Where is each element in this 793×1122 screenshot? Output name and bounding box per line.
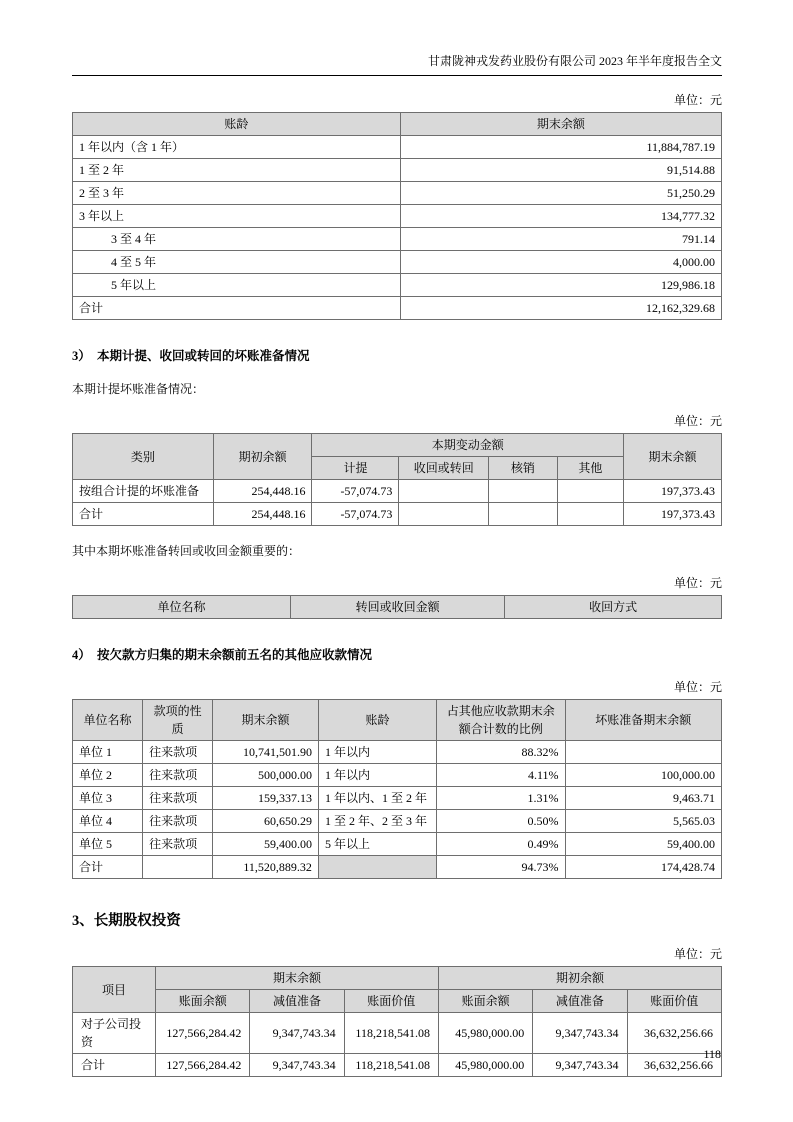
lt-col-impairment: 减值准备	[533, 990, 627, 1013]
aging-balance: 91,514.88	[400, 159, 721, 182]
lt-table	[72, 966, 722, 1077]
top5-ratio: 94.73%	[437, 856, 566, 879]
provision-col-category: 类别	[73, 434, 214, 480]
aging-balance: 12,162,329.68	[400, 297, 721, 320]
top5-nature: 往来款项	[143, 741, 213, 764]
top5-name: 单位 3	[73, 787, 143, 810]
lt-header-row-2	[73, 990, 722, 1013]
lt-col-opening-group: 期初余额	[438, 967, 721, 990]
provision-col-change: 本期变动金额	[312, 434, 623, 457]
lt-closing-impairment: 9,347,743.34	[250, 1054, 344, 1077]
lt-closing-book: 127,566,284.42	[156, 1054, 250, 1077]
section-3-heading: 3） 本期计提、收回或转回的坏账准备情况	[72, 349, 310, 363]
aging-balance: 129,986.18	[400, 274, 721, 297]
lt-header-row-1	[73, 967, 722, 990]
top5-col-provision: 坏账准备期末余额	[565, 700, 721, 741]
top5-closing: 500,000.00	[213, 764, 319, 787]
table-row	[73, 182, 722, 205]
top5-col-name: 单位名称	[73, 700, 143, 741]
table-row	[73, 159, 722, 182]
provision-closing: 197,373.43	[623, 503, 721, 526]
provision-opening: 254,448.16	[213, 480, 312, 503]
unit-label: 单位：元	[673, 576, 722, 590]
provision-other	[557, 480, 623, 503]
top5-col-ratio: 占其他应收款期末余额合计数的比例	[437, 700, 566, 741]
recovery-col-amount: 转回或收回金额	[291, 596, 505, 619]
aging-header-row	[73, 113, 722, 136]
top5-provision: 174,428.74	[565, 856, 721, 879]
provision-writeoff	[488, 503, 557, 526]
provision-category: 合计	[73, 503, 214, 526]
lt-opening-carrying: 36,632,256.66	[627, 1013, 721, 1054]
aging-age: 4 至 5 年	[73, 251, 401, 274]
table-row	[73, 251, 722, 274]
provision-col-other: 其他	[557, 457, 623, 480]
lt-item: 对子公司投资	[73, 1013, 156, 1054]
top5-nature: 往来款项	[143, 764, 213, 787]
provision-col-accrual: 计提	[312, 457, 399, 480]
provision-col-opening: 期初余额	[213, 434, 312, 480]
top5-provision: 5,565.03	[565, 810, 721, 833]
top5-provision: 100,000.00	[565, 764, 721, 787]
table-total-row	[73, 856, 722, 879]
lt-col-impairment: 减值准备	[250, 990, 344, 1013]
unit-label: 单位：元	[673, 93, 722, 107]
lt-closing-carrying: 118,218,541.08	[344, 1013, 438, 1054]
lt-opening-book: 45,980,000.00	[438, 1054, 532, 1077]
aging-col-age: 账龄	[73, 113, 401, 136]
top5-name: 合计	[73, 856, 143, 879]
lt-closing-impairment: 9,347,743.34	[250, 1013, 344, 1054]
table-row	[73, 205, 722, 228]
lt-col-book: 账面余额	[156, 990, 250, 1013]
top5-nature: 往来款项	[143, 833, 213, 856]
aging-table	[72, 112, 722, 320]
table-row	[73, 764, 722, 787]
lt-col-carrying: 账面价值	[627, 990, 721, 1013]
top5-name: 单位 1	[73, 741, 143, 764]
top5-ratio: 4.11%	[437, 764, 566, 787]
top5-col-nature: 款项的性质	[143, 700, 213, 741]
top5-age: 1 年以内	[318, 764, 436, 787]
aging-balance: 4,000.00	[400, 251, 721, 274]
top5-closing: 60,650.29	[213, 810, 319, 833]
provision-opening: 254,448.16	[213, 503, 312, 526]
aging-balance: 51,250.29	[400, 182, 721, 205]
top5-closing: 11,520,889.32	[213, 856, 319, 879]
provision-other	[557, 503, 623, 526]
provision-col-writeoff: 核销	[488, 457, 557, 480]
top5-name: 单位 2	[73, 764, 143, 787]
top5-age	[318, 856, 436, 879]
unit-label: 单位：元	[673, 680, 722, 694]
top5-nature: 往来款项	[143, 787, 213, 810]
provision-table	[72, 433, 722, 526]
lt-item: 合计	[73, 1054, 156, 1077]
top5-closing: 159,337.13	[213, 787, 319, 810]
lt-col-carrying: 账面价值	[344, 990, 438, 1013]
top5-name: 单位 4	[73, 810, 143, 833]
unit-label: 单位：元	[673, 414, 722, 428]
lt-closing-carrying: 118,218,541.08	[344, 1054, 438, 1077]
table-total-row	[73, 297, 722, 320]
table-total-row	[73, 503, 722, 526]
aging-age: 5 年以上	[73, 274, 401, 297]
table-row	[73, 480, 722, 503]
lt-heading: 3、长期股权投资	[72, 913, 181, 929]
table-row	[73, 274, 722, 297]
aging-age: 1 至 2 年	[73, 159, 401, 182]
top5-name: 单位 5	[73, 833, 143, 856]
provision-col-recovered: 收回或转回	[399, 457, 489, 480]
aging-age: 1 年以内（含 1 年）	[73, 136, 401, 159]
top5-table	[72, 699, 722, 879]
lt-opening-carrying: 36,632,256.66	[627, 1054, 721, 1077]
lt-col-item: 项目	[73, 967, 156, 1013]
page-number: 118	[703, 1047, 721, 1061]
top5-nature	[143, 856, 213, 879]
aging-balance: 791.14	[400, 228, 721, 251]
lt-opening-impairment: 9,347,743.34	[533, 1054, 627, 1077]
top5-col-age: 账龄	[318, 700, 436, 741]
top5-ratio: 1.31%	[437, 787, 566, 810]
provision-intro: 本期计提坏账准备情况：	[72, 382, 205, 396]
recovery-header-row	[73, 596, 722, 619]
lt-closing-book: 127,566,284.42	[156, 1013, 250, 1054]
provision-accrual: -57,074.73	[312, 480, 399, 503]
lt-opening-book: 45,980,000.00	[438, 1013, 532, 1054]
table-row	[73, 810, 722, 833]
top5-ratio: 88.32%	[437, 741, 566, 764]
aging-balance: 134,777.32	[400, 205, 721, 228]
page-content	[72, 0, 722, 1077]
table-total-row	[73, 1054, 722, 1077]
table-row	[73, 833, 722, 856]
aging-age: 合计	[73, 297, 401, 320]
table-row	[73, 1013, 722, 1054]
lt-col-book: 账面余额	[438, 990, 532, 1013]
top5-age: 1 至 2 年、2 至 3 年	[318, 810, 436, 833]
section-4-heading: 4） 按欠款方归集的期末余额前五名的其他应收款情况	[72, 648, 373, 662]
top5-ratio: 0.49%	[437, 833, 566, 856]
lt-col-closing-group: 期末余额	[156, 967, 439, 990]
provision-closing: 197,373.43	[623, 480, 721, 503]
table-row	[73, 228, 722, 251]
top5-provision: 59,400.00	[565, 833, 721, 856]
provision-accrual: -57,074.73	[312, 503, 399, 526]
provision-writeoff	[488, 480, 557, 503]
top5-age: 1 年以内、1 至 2 年	[318, 787, 436, 810]
report-header	[72, 52, 722, 76]
top5-age: 1 年以内	[318, 741, 436, 764]
top5-header-row	[73, 700, 722, 741]
top5-col-closing: 期末余额	[213, 700, 319, 741]
top5-provision: 9,463.71	[565, 787, 721, 810]
table-row	[73, 787, 722, 810]
aging-age: 3 至 4 年	[73, 228, 401, 251]
top5-nature: 往来款项	[143, 810, 213, 833]
top5-provision	[565, 741, 721, 764]
top5-ratio: 0.50%	[437, 810, 566, 833]
unit-label: 单位：元	[673, 947, 722, 961]
provision-category: 按组合计提的坏账准备	[73, 480, 214, 503]
aging-balance: 11,884,787.19	[400, 136, 721, 159]
aging-age: 2 至 3 年	[73, 182, 401, 205]
provision-col-closing: 期末余额	[623, 434, 721, 480]
top5-closing: 10,741,501.90	[213, 741, 319, 764]
recovery-table	[72, 595, 722, 619]
aging-col-balance: 期末余额	[400, 113, 721, 136]
aging-age: 3 年以上	[73, 205, 401, 228]
recovery-col-name: 单位名称	[73, 596, 291, 619]
provision-recovered	[399, 503, 489, 526]
table-row	[73, 136, 722, 159]
top5-closing: 59,400.00	[213, 833, 319, 856]
provision-recovered	[399, 480, 489, 503]
report-header-text: 甘肃陇神戎发药业股份有限公司 2023 年半年度报告全文	[427, 54, 722, 68]
lt-opening-impairment: 9,347,743.34	[533, 1013, 627, 1054]
provision-header-row-1	[73, 434, 722, 457]
recovery-col-method: 收回方式	[505, 596, 722, 619]
table-row	[73, 741, 722, 764]
provision-note: 其中本期坏账准备转回或收回金额重要的：	[72, 544, 301, 558]
top5-age: 5 年以上	[318, 833, 436, 856]
